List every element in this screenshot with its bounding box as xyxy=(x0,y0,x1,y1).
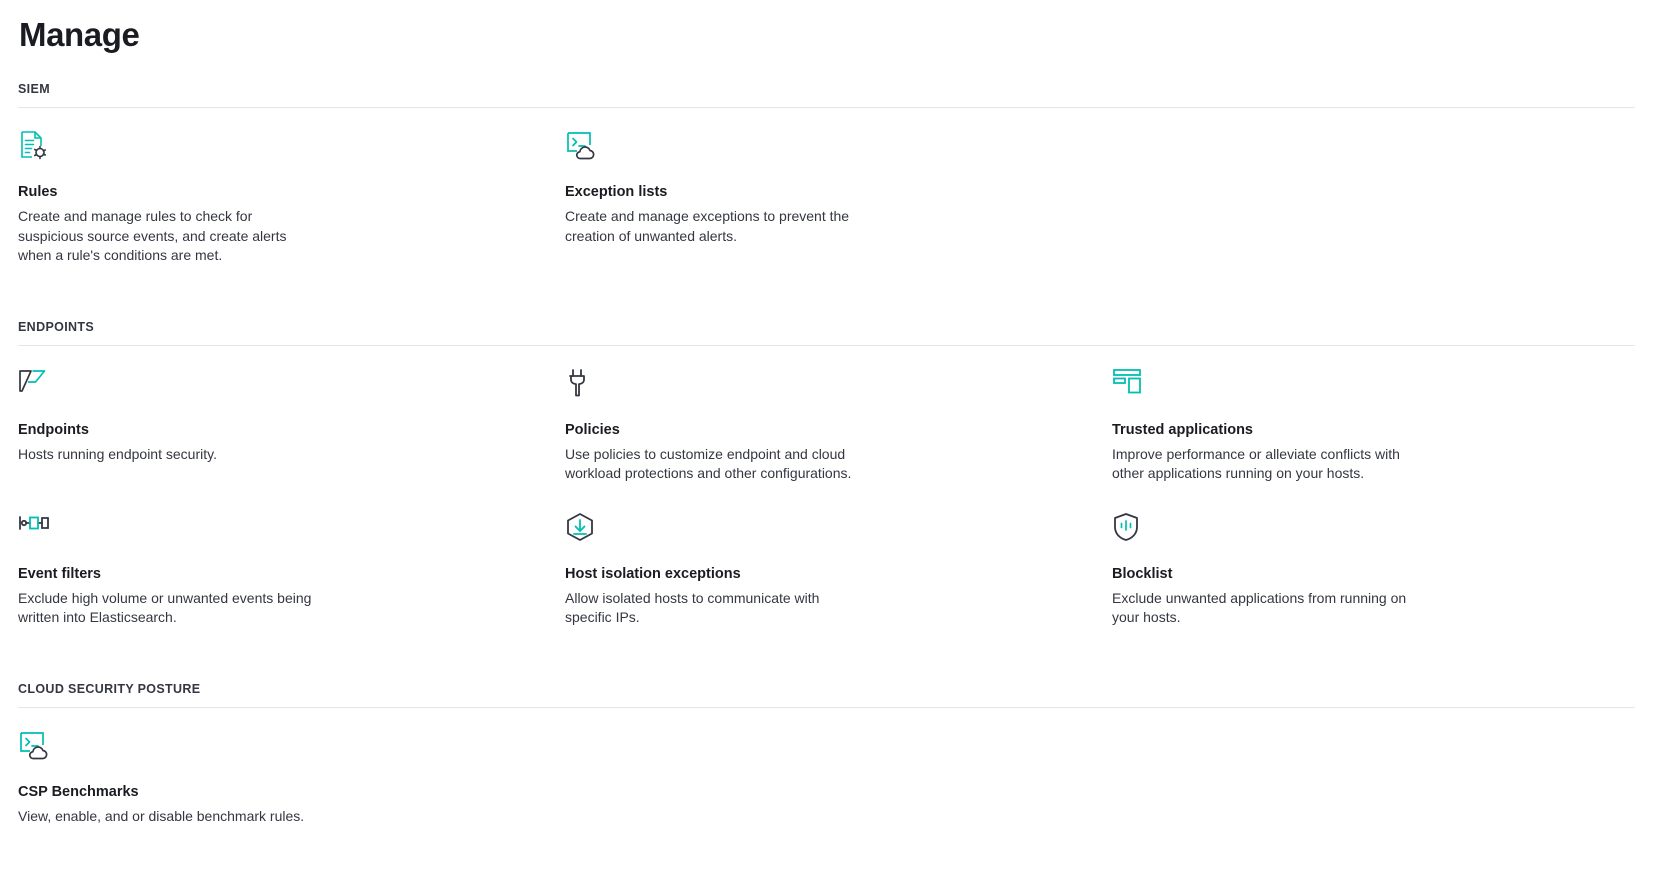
card-desc-csp-benchmarks: View, enable, and or disable benchmark rules. xyxy=(18,807,305,824)
card-title-exception-lists[interactable]: Exception lists xyxy=(565,184,668,200)
card-desc-trusted-applications: Improve performance or alleviate conflicts with other applications running on your hosts. xyxy=(1112,445,1400,481)
card-desc-event-filters: Exclude high volume or unwanted events being written into Elasticsearch. xyxy=(18,589,312,625)
endpoints-logo-icon xyxy=(18,368,511,408)
card-title-trusted-applications[interactable]: Trusted applications xyxy=(1112,421,1253,438)
card-title-rules[interactable]: Rules xyxy=(18,184,58,200)
page-title: Manage xyxy=(19,16,140,53)
section-endpoints xyxy=(18,320,1635,656)
card-endpoints[interactable] xyxy=(18,368,541,484)
filter-pipe-icon xyxy=(18,512,511,552)
card-title-endpoints[interactable]: Endpoints xyxy=(18,421,89,438)
console-cloud-icon xyxy=(18,730,511,770)
card-grid-siem xyxy=(18,130,1635,294)
card-desc-policies: Use policies to customize endpoint and cloud workload protections and other configurations. xyxy=(565,445,852,481)
card-host-isolation-exceptions[interactable] xyxy=(565,512,1088,628)
card-empty-siem xyxy=(1112,130,1635,266)
card-rules[interactable] xyxy=(18,130,541,266)
card-trusted-applications[interactable] xyxy=(1112,368,1635,484)
card-title-event-filters[interactable]: Event filters xyxy=(18,565,101,582)
card-desc-exception-lists: Create and manage exceptions to prevent the creation of unwanted alerts. xyxy=(565,208,850,244)
card-desc-endpoints: Hosts running endpoint security. xyxy=(18,445,217,462)
card-title-csp-benchmarks[interactable]: CSP Benchmarks xyxy=(18,783,139,800)
card-event-filters[interactable] xyxy=(18,512,541,628)
card-empty-csp-2 xyxy=(1112,730,1635,827)
card-grid-cloud-security-posture xyxy=(18,730,1635,855)
card-title-blocklist[interactable]: Blocklist xyxy=(1112,565,1173,582)
wrench-icon xyxy=(565,368,1058,408)
section-cloud-security-posture xyxy=(18,682,1635,855)
section-siem xyxy=(18,82,1635,294)
card-empty-csp-1 xyxy=(565,730,1088,827)
section-header-cloud-security-posture: CLOUD SECURITY POSTURE xyxy=(18,682,1635,708)
section-header-siem: SIEM xyxy=(18,82,1635,108)
app-layout-icon xyxy=(1112,368,1605,408)
package-download-icon xyxy=(565,512,1058,552)
shield-virus-icon xyxy=(1112,512,1605,552)
rules-gear-icon xyxy=(18,130,511,170)
card-title-host-isolation-exceptions[interactable]: Host isolation exceptions xyxy=(565,565,741,582)
card-csp-benchmarks[interactable] xyxy=(18,730,541,827)
card-exception-lists[interactable] xyxy=(565,130,1088,266)
card-desc-blocklist: Exclude unwanted applications from running on your hosts. xyxy=(1112,589,1407,625)
card-policies[interactable] xyxy=(565,368,1088,484)
section-header-endpoints: ENDPOINTS xyxy=(18,320,1635,346)
card-blocklist[interactable] xyxy=(1112,512,1635,628)
card-desc-host-isolation-exceptions: Allow isolated hosts to communicate with specific IPs. xyxy=(565,589,820,625)
console-cloud-icon xyxy=(565,130,1058,170)
card-grid-endpoints xyxy=(18,368,1635,656)
card-desc-rules: Create and manage rules to check for suspicious source events, and create alerts when a rule's conditions are met. xyxy=(18,208,287,263)
card-title-policies[interactable]: Policies xyxy=(565,421,620,438)
